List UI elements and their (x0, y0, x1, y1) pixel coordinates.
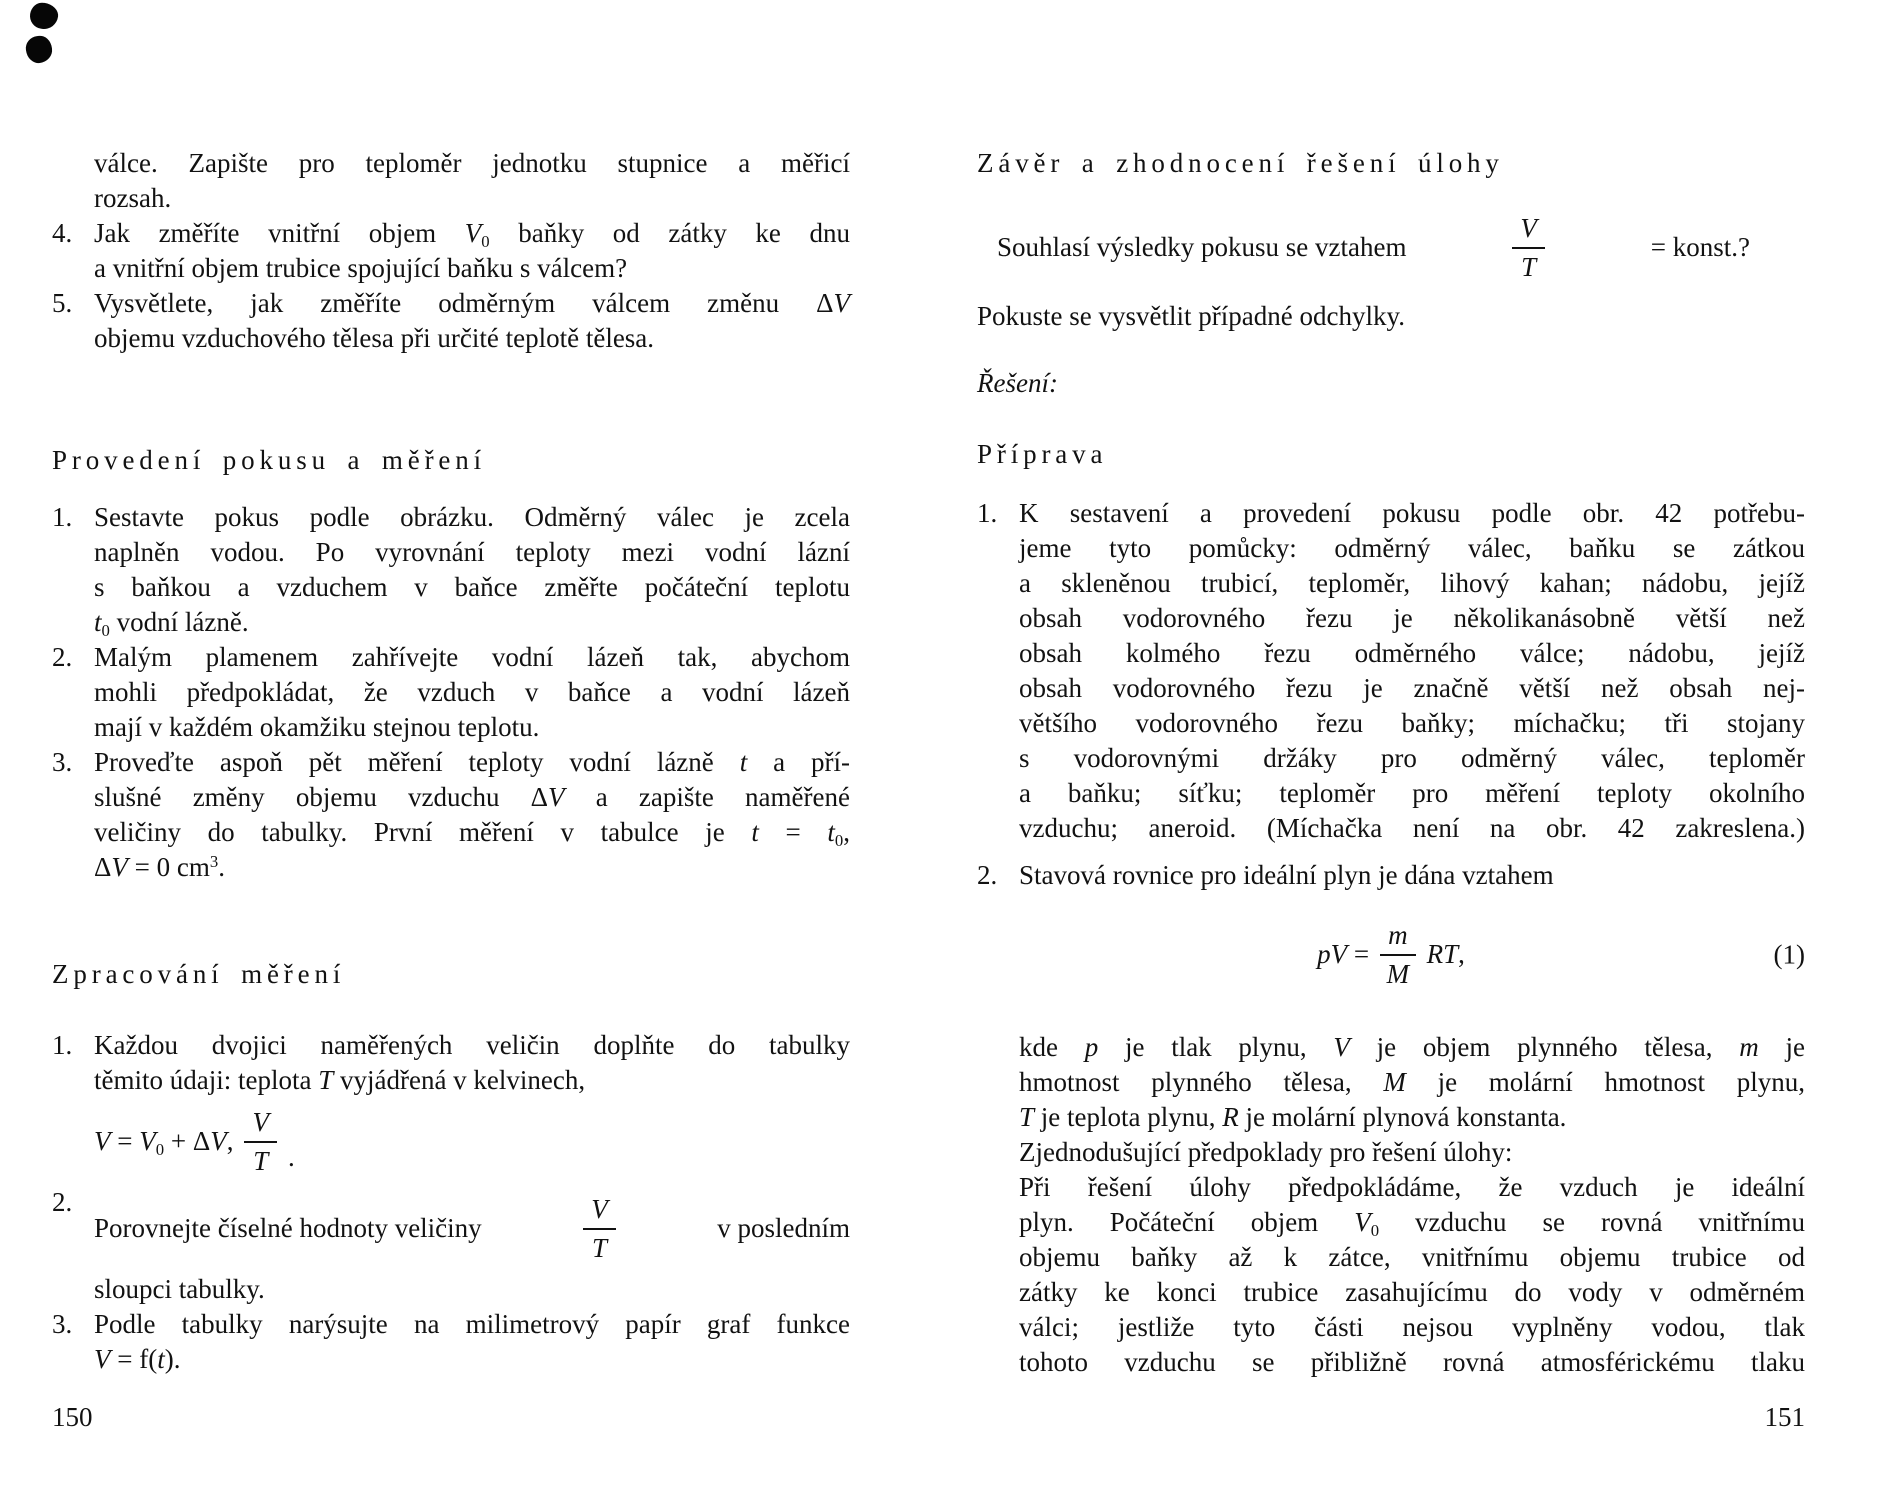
list-item-number: 2. (52, 1187, 73, 1217)
inline-formula-v-v0-dv: $V = V_0 + \Delta V$, $\frac{V}{T}$ . (94, 1107, 295, 1176)
list-item-text (94, 1185, 850, 1307)
list-item (52, 1307, 850, 1377)
list-item (977, 858, 1805, 893)
list-item-text: Každou dvojici naměřených veličin doplňte do tabulky těmito údaji: teplota T vyjádřená v kelvinech, $V = V_0 + \Delta V$, $\frac{V}{T}$ . (94, 1028, 850, 1185)
preparation-list (977, 496, 1805, 1380)
section-heading-processing: Zpracování měření (52, 959, 346, 989)
list-item-text: Vysvětlete, jak změříte odměrným válcem změnu ΔV objemu vzduchového tělesa při určité teplotě tělesa. (94, 288, 850, 353)
equation-number: (1) (1773, 939, 1805, 969)
page-number-right: 151 (1764, 1402, 1805, 1432)
ink-smudge (28, 1, 59, 31)
question-list-top (52, 216, 850, 356)
fraction-m-over-M: $\frac{m}{M}$ (1380, 921, 1416, 988)
list-item-number: 2. (52, 642, 73, 672)
page-number-left: 150 (52, 1402, 93, 1432)
list-item-text: Stavová rovnice pro ideální plyn je dána vztahem (1019, 860, 1554, 890)
fraction-v-over-t: $\frac{V}{T}$ (1512, 214, 1545, 281)
processing-list (52, 1028, 850, 1377)
section-heading-conclusion: Závěr a zhodnocení řešení úlohy (977, 148, 1504, 178)
list-item (52, 216, 850, 286)
list-item (52, 500, 850, 640)
list-item-text: K sestavení a provedení pokusu podle obr. 42 potřebu- jeme tyto pomůcky: odměrný válec, baňku se zátkou a skleněnou trubicí, teploměr, lihový kahan; nádobu, jejíž obsah vodorovného řezu je několikanásobně větší než obsah kolmého řezu odměrného válce; nádobu, jejíž obsah vodorovného řezu je značně větší než obsah nej- většího vodorovného řezu baňky; míchačku; tři stojany s vodorovnými držáky pro odměrný válec, teploměr a baňku; síťku; teploměr pro měření teploty okolního vzduchu; aneroid. (Míchačka není na obr. 42 zakreslena.) (1019, 498, 1805, 843)
list-item-number: 1. (977, 498, 998, 528)
equation-ideal-gas: pV = $\frac{m}{M}$ RT, (1) (1317, 920, 1805, 989)
list-item-number: 1. (52, 1030, 73, 1060)
list-item (52, 640, 850, 745)
list-item-number: 1. (52, 502, 73, 532)
list-item-number: 5. (52, 288, 73, 318)
list-item (52, 745, 850, 885)
list-item (52, 286, 850, 356)
continuation-paragraph: válce. Zapište pro teploměr jednotku stupnice a měřicí rozsah. (94, 148, 850, 213)
list-item-number: 3. (52, 747, 73, 777)
ink-smudge (24, 35, 53, 65)
list-item-text: Sestavte pokus podle obrázku. Odměrný válec je zcela naplněn vodou. Po vyrovnání teploty mezi vodní lázní s baňkou a vzduchem v baňce změřte počáteční teplotu $t_0$ vodní lázně. (94, 502, 850, 640)
sentence-with-fraction: Souhlasí výsledky pokusu se vztahem $\frac{V}{T}$ = konst.? (997, 213, 1750, 282)
fraction-v-over-t: $\frac{V}{T}$ (244, 1108, 277, 1175)
list-item-number: 2. (977, 860, 998, 890)
sentence-with-fraction: Porovnejte číselné hodnoty veličiny $\frac{V}{T}$ v posledním (94, 1194, 850, 1263)
list-item (52, 1185, 850, 1307)
fraction-v-over-t: $\frac{V}{T}$ (583, 1195, 616, 1262)
list-item-text: Podle tabulky narýsujte na milimetrový papír graf funkce V = f(t). (94, 1309, 850, 1374)
label-reseni: Řešení: (977, 368, 1058, 398)
section-heading-experiment: Provedení pokusu a měření (52, 445, 486, 475)
section-heading-preparation: Příprava (977, 439, 1108, 469)
paragraph-pokuste: Pokuste se vysvětlit případné odchylky. (977, 301, 1405, 331)
list-item-text: Jak změříte vnitřní objem $V_0$ baňky od zátky ke dnu a vnitřní objem trubice spojující baňku s válcem? (94, 218, 851, 283)
list-item-number: 4. (52, 218, 73, 248)
experiment-list (52, 500, 850, 885)
list-item-text: Malým plamenem zahřívejte vodní lázeň tak, abychom mohli předpokládat, že vzduch v baňce a vodní lázeň mají v každém okamžiku stejnou teplotu. (94, 642, 850, 742)
list-item (977, 496, 1805, 846)
list-item-text: Proveďte aspoň pět měření teploty vodní lázně t a pří- slušné změny objemu vzduchu ΔV a zapište naměřené veličiny do tabulky. První měření v tabulce je $t = t_0$, ΔV = 0 $cm^3$. (94, 747, 850, 882)
list-item-number: 3. (52, 1309, 73, 1339)
list-item (52, 1028, 850, 1185)
paragraph-after-equation: kde p je tlak plynu, V je objem plynného tělesa, m je hmotnost plynného tělesa, M je molární hmotnost plynu, T je teplota plynu, R je molární plynová konstanta. Zjednodušující předpoklady pro řešení úlohy: Při řešení úlohy předpokládáme, že vzduch je ideální plyn. Počáteční objem $V_0$ vzduchu se rovná vnitřnímu objemu baňky až k zátce, vnitřnímu objemu trubice od zátky ke konci trubice zasahujícímu do vody v odměrném válci; jestliže tyto části nejsou vyplněny vodou, tlak tohoto vzduchu se přibližně rovná atmosférickému tlaku (1019, 1032, 1806, 1377)
sentence-tail: sloupci tabulky. (94, 1274, 265, 1304)
